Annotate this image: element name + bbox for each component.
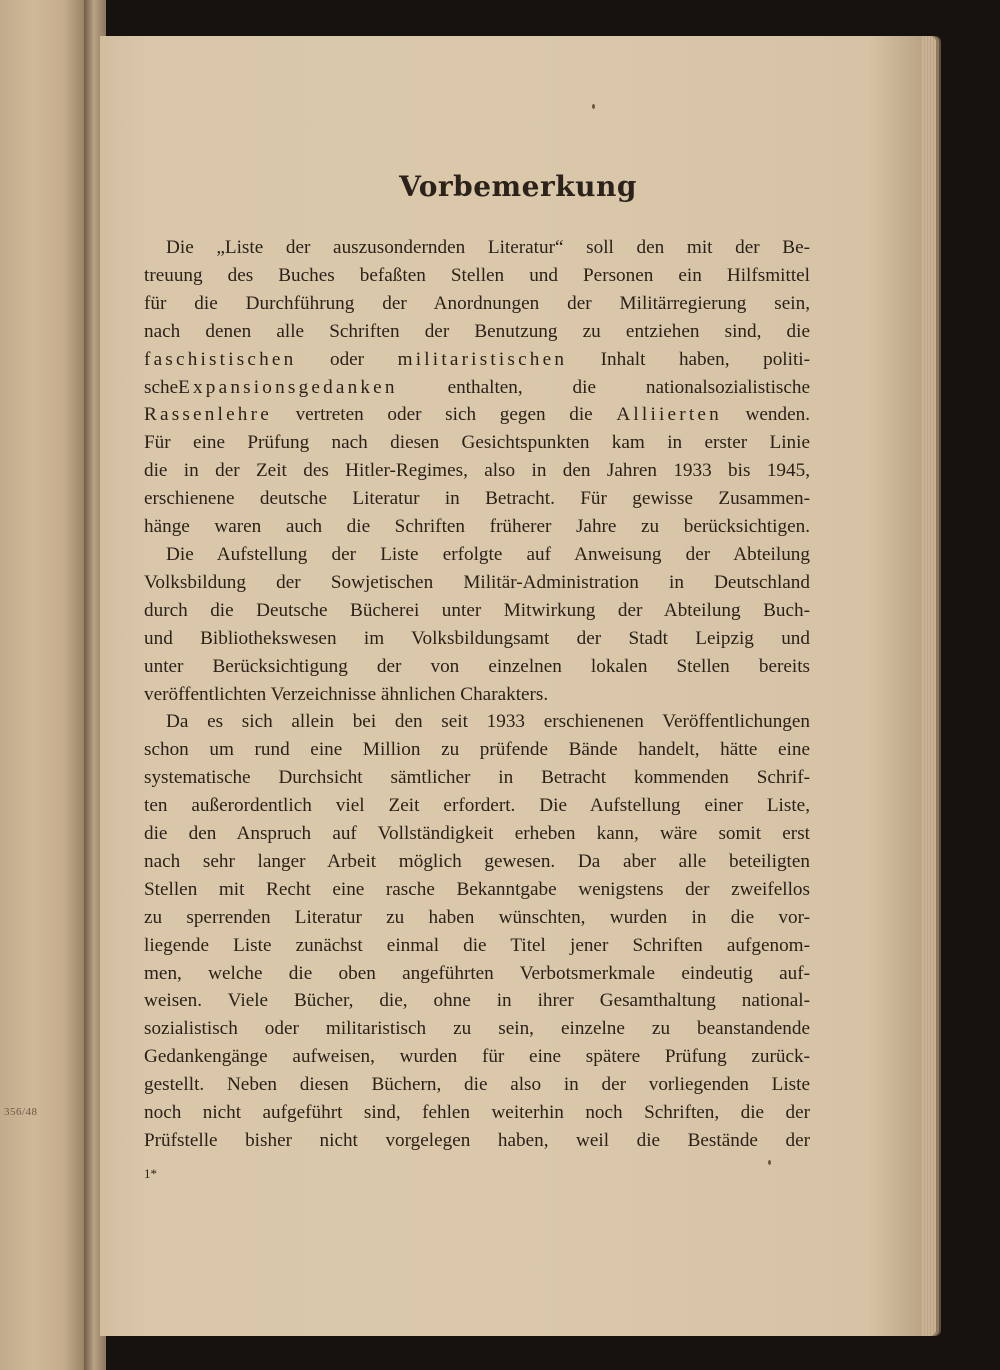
text-line: und Bibliothekswesen im Volksbildungsamt der Stadt Leipzig und xyxy=(144,627,810,649)
text-line: Da es sich allein bei den seit 1933 erschienenen Veröffentlichungen xyxy=(166,711,810,733)
text-line: Rassenlehre vertreten oder sich gegen die Alliierten wenden. xyxy=(144,404,811,426)
text-line: die den Anspruch auf Vollständigkeit erheben kann, wäre somit erst xyxy=(144,823,810,845)
text-line: sozialistisch oder militaristisch zu sein, einzelne zu beanstandende xyxy=(144,1018,810,1040)
text-line: nach sehr langer Arbeit möglich gewesen. Da aber alle beteiligten xyxy=(144,850,810,872)
text-line: Für eine Prüfung nach diesen Gesichtspunkten kam in erster Linie xyxy=(144,432,810,454)
text-line: ten außerordentlich viel Zeit erfordert. Die Aufstellung einer Liste, xyxy=(144,795,810,817)
text-line: Gedankengänge aufweisen, wurden für eine spätere Prüfung zurück- xyxy=(144,1046,810,1068)
spaced-emphasis: faschistischen xyxy=(144,348,297,370)
text-line: systematische Durchsicht sämtlicher in Betracht kommenden Schrif- xyxy=(144,767,810,789)
paper-speck xyxy=(592,104,595,109)
page-edge xyxy=(922,36,936,1336)
text-line: veröffentlichten Verzeichnisse ähnlichen Charakters. xyxy=(144,683,549,705)
book-page xyxy=(100,36,936,1336)
text-line: erschienene deutsche Literatur in Betracht. Für gewisse Zusammen- xyxy=(144,488,810,510)
paper-speck xyxy=(768,1160,771,1165)
text-line: scheExpansionsgedanken enthalten, die nationalsozialistische xyxy=(144,376,810,398)
text-line: durch die Deutsche Bücherei unter Mitwirkung der Abteilung Buch- xyxy=(144,599,810,621)
spaced-emphasis: Expansionsgedanken xyxy=(178,376,398,398)
text-line: liegende Liste zunächst einmal die Titel jener Schriften aufgenom- xyxy=(144,934,810,956)
text-line: für die Durchführung der Anordnungen der Militärregierung sein, xyxy=(144,292,810,314)
text-line: Die „Liste der auszusondernden Literatur“ soll den mit der Be- xyxy=(166,237,810,258)
page-heading: Vorbemerkung xyxy=(399,170,637,203)
text-line: Prüfstelle bisher nicht vorgelegen haben, weil die Bestände der xyxy=(144,1130,810,1151)
text-line: hänge waren auch die Schriften früherer Jahre zu berücksichtigen. xyxy=(144,516,810,538)
signature-mark: 1* xyxy=(144,1166,157,1181)
text-line: Stellen mit Recht eine rasche Bekanntgabe wenigstens der zweifellos xyxy=(144,878,810,900)
spaced-emphasis: Rassenlehre xyxy=(144,404,272,426)
left-page-edge xyxy=(0,0,84,1370)
text-line: gestellt. Neben diesen Büchern, die also in der vorliegenden Liste xyxy=(144,1074,810,1096)
text-line: schon um rund eine Million zu prüfende Bände handelt, hätte eine xyxy=(144,739,810,761)
text-line: zu sperrenden Literatur zu haben wünschten, wurden in die vor- xyxy=(144,906,810,928)
text-line: nach denen alle Schriften der Benutzung zu entziehen sind, die xyxy=(144,320,810,342)
text-line: men, welche die oben angeführten Verbotsmerkmale eindeutig auf- xyxy=(144,962,810,984)
spaced-emphasis: militaristischen xyxy=(397,348,568,370)
text-line: Volksbildung der Sowjetischen Militär-Administration in Deutschland xyxy=(144,571,810,593)
text-line: faschistischen oder militaristischen Inhalt haben, politi- xyxy=(144,348,810,370)
text-line: die in der Zeit des Hitler-Regimes, also in den Jahren 1933 bis 1945, xyxy=(144,460,810,482)
body-text xyxy=(144,234,810,1155)
text-line: weisen. Viele Bücher, die, ohne in ihrer Gesamthaltung national- xyxy=(144,990,810,1012)
text-line: unter Berücksichtigung der von einzelnen lokalen Stellen bereits xyxy=(144,655,810,677)
left-page-marginalia: 356/48 xyxy=(4,1106,38,1118)
text-line: Die Aufstellung der Liste erfolgte auf Anweisung der Abteilung xyxy=(166,543,810,565)
spaced-emphasis: Alliierten xyxy=(616,404,722,426)
text-line: treuung des Buches befaßten Stellen und Personen ein Hilfsmittel xyxy=(144,264,810,286)
text-line: noch nicht aufgeführt sind, fehlen weiterhin noch Schriften, die der xyxy=(144,1102,810,1124)
